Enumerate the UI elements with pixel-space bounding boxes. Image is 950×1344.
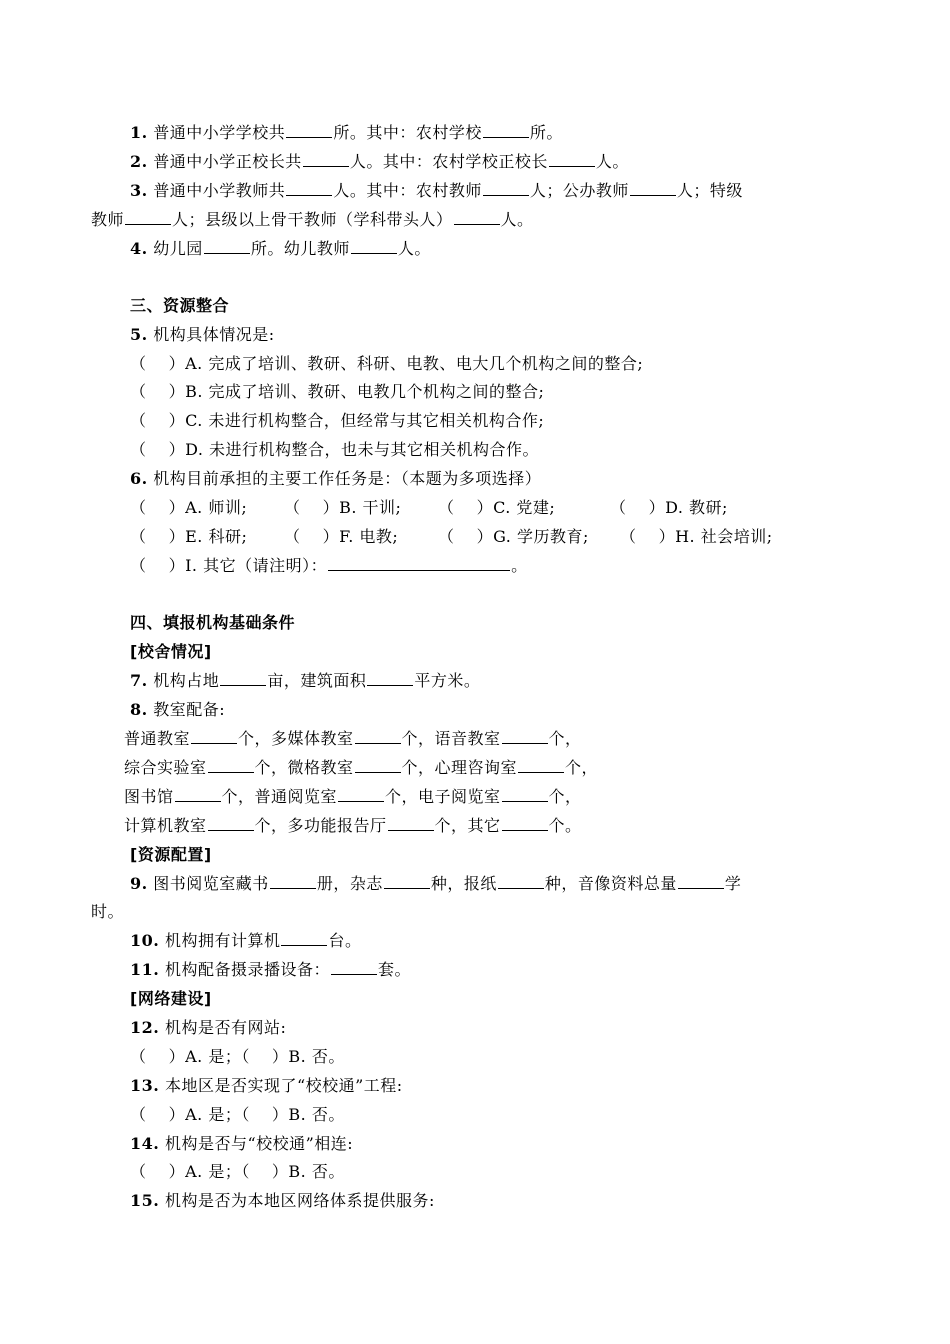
question-9: 9. 图书阅览室藏书 册，杂志 种，报纸 种，音像资料总量 学	[130, 874, 742, 893]
blank-field[interactable]	[125, 209, 171, 225]
q6-option-i: （ ）I. 其它（请注明）： 。	[130, 556, 528, 575]
blank-field[interactable]	[384, 873, 430, 889]
subsection-heading: [资源配置]	[130, 845, 212, 864]
blank-field[interactable]	[483, 122, 529, 138]
blank-field[interactable]	[355, 728, 401, 744]
blank-field[interactable]	[355, 757, 401, 773]
blank-field[interactable]	[331, 959, 377, 975]
rooms-row: 图书馆 个，普通阅览室 个，电子阅览室 个，	[124, 787, 582, 806]
item-4: 4. 幼儿园 所。幼儿教师 人。	[130, 239, 431, 258]
blank-field[interactable]	[678, 873, 724, 889]
q6-option-c[interactable]: （ ）C. 党建;	[438, 498, 556, 517]
question-7: 7. 机构占地 亩，建筑面积 平方米。	[130, 671, 481, 690]
item-3-cont: 教师 人；县级以上骨干教师（学科带头人） 人。	[91, 210, 534, 229]
q6-option-b[interactable]: （ ）B. 干训;	[284, 498, 402, 517]
question-8: 8. 教室配备:	[130, 700, 226, 719]
blank-field[interactable]	[388, 815, 434, 831]
blank-field[interactable]	[220, 670, 266, 686]
question-15: 15. 机构是否为本地区网络体系提供服务:	[130, 1191, 435, 1210]
blank-field[interactable]	[502, 815, 548, 831]
q6-option-g[interactable]: （ ）G. 学历教育;	[438, 527, 589, 546]
q6-option-e[interactable]: （ ）E. 科研;	[130, 527, 248, 546]
question-11: 11. 机构配备摄录播设备： 套。	[130, 960, 411, 979]
blank-field[interactable]	[286, 180, 332, 196]
blank-field[interactable]	[175, 786, 221, 802]
q6-option-a[interactable]: （ ）A. 师训;	[130, 498, 248, 517]
blank-field[interactable]	[483, 180, 529, 196]
blank-field[interactable]	[351, 238, 397, 254]
blank-field[interactable]	[502, 786, 548, 802]
rooms-row: 综合实验室 个，微格教室 个，心理咨询室 个，	[124, 758, 599, 777]
q13-options[interactable]: （ ）A. 是；（ ）B. 否。	[130, 1105, 345, 1124]
blank-field[interactable]	[498, 873, 544, 889]
section-heading: 四、填报机构基础条件	[130, 613, 296, 632]
q5-option-d[interactable]: （ ）D. 未进行机构整合，也未与其它相关机构合作。	[130, 440, 540, 459]
blank-field[interactable]	[281, 930, 327, 946]
question-5: 5. 机构具体情况是:	[130, 325, 275, 344]
subsection-heading: [网络建设]	[130, 989, 212, 1008]
item-1: 1. 普通中小学学校共 所。其中：农村学校 所。	[130, 123, 563, 142]
item-3: 3. 普通中小学教师共 人。其中：农村教师 人；公办教师 人；特级	[130, 181, 743, 200]
blank-field[interactable]	[630, 180, 676, 196]
blank-field[interactable]	[549, 151, 595, 167]
question-12: 12. 机构是否有网站:	[130, 1018, 287, 1037]
q5-option-a[interactable]: （ ）A. 完成了培训、教研、科研、电教、电大几个机构之间的整合;	[130, 354, 644, 373]
question-13: 13. 本地区是否实现了“校校通”工程:	[130, 1076, 403, 1095]
question-10: 10. 机构拥有计算机 台。	[130, 931, 362, 950]
q5-option-b[interactable]: （ ）B. 完成了培训、教研、电教几个机构之间的整合;	[130, 382, 545, 401]
item-2: 2. 普通中小学正校长共 人。其中：农村学校正校长 人。	[130, 152, 629, 171]
q6-option-h[interactable]: （ ）H. 社会培训;	[620, 527, 773, 546]
blank-field[interactable]	[454, 209, 500, 225]
question-14: 14. 机构是否与“校校通”相连:	[130, 1134, 354, 1153]
blank-field[interactable]	[208, 757, 254, 773]
rooms-row: 普通教室 个，多媒体教室 个，语音教室 个，	[124, 729, 582, 748]
blank-field[interactable]	[328, 555, 510, 571]
rooms-row: 计算机教室 个，多功能报告厅 个，其它 个。	[124, 816, 582, 835]
blank-field[interactable]	[191, 728, 237, 744]
blank-field[interactable]	[270, 873, 316, 889]
blank-field[interactable]	[208, 815, 254, 831]
subsection-heading: [校舍情况]	[130, 642, 212, 661]
question-9-cont: 时。	[91, 902, 125, 921]
q5-option-c[interactable]: （ ）C. 未进行机构整合，但经常与其它相关机构合作;	[130, 411, 545, 430]
blank-field[interactable]	[303, 151, 349, 167]
q12-options[interactable]: （ ）A. 是；（ ）B. 否。	[130, 1047, 345, 1066]
question-6: 6. 机构目前承担的主要工作任务是：（本题为多项选择）	[130, 469, 542, 488]
q6-option-d[interactable]: （ ）D. 教研;	[610, 498, 728, 517]
q6-option-f[interactable]: （ ）F. 电教;	[284, 527, 399, 546]
blank-field[interactable]	[338, 786, 384, 802]
blank-field[interactable]	[502, 728, 548, 744]
blank-field[interactable]	[518, 757, 564, 773]
blank-field[interactable]	[367, 670, 413, 686]
blank-field[interactable]	[204, 238, 250, 254]
section-heading: 三、资源整合	[130, 296, 230, 315]
blank-field[interactable]	[286, 122, 332, 138]
q14-options[interactable]: （ ）A. 是；（ ）B. 否。	[130, 1162, 345, 1181]
